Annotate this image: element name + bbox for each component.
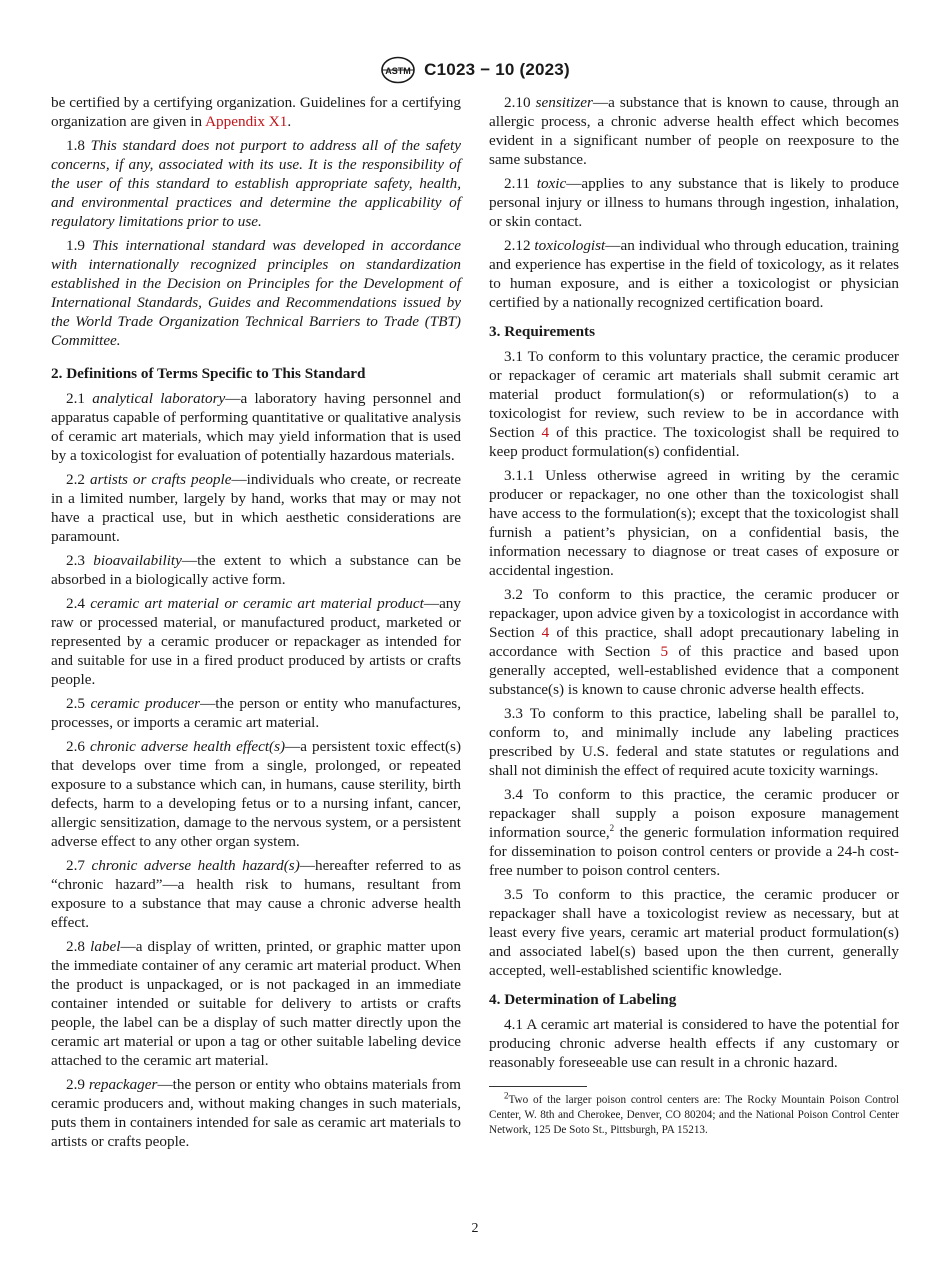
page-header bbox=[0, 56, 950, 84]
paragraph-3-2: 3.2 To conform to this practice, the ceramic producer or repackager, upon advice given by a toxicologist in accordance with Section 4 of this practice, shall adopt precautionary labeling in accordance with Section 5 of this practice and based upon generally accepted, well-established evidence that a component substance(s) is known to cause chronic adverse health effects. bbox=[489, 586, 899, 698]
definition-2-10: 2.10 sensitizer—a substance that is known to cause, through an allergic process, a chronic adverse health effect which becomes evident in a significant number of people on reexposure to the same substance. bbox=[489, 94, 900, 168]
right-column bbox=[489, 93, 899, 1138]
astm-logo-icon bbox=[380, 56, 416, 84]
definition-2-11: 2.11 toxic—applies to any substance that is likely to produce personal injury or illness to humans through ingestion, inhalation, or skin contact. bbox=[489, 175, 900, 230]
section-5-link[interactable]: 5 bbox=[660, 643, 669, 660]
paragraph-3-1: 3.1 To conform to this voluntary practice, the ceramic producer or repackager of ceramic art materials shall submit ceramic art material product formulation(s) or reformulation(s) to a toxicologist for review, such review to be in accordance with Section 4 of this practice. The toxicologist shall be required to keep product formulation(s) confidential. bbox=[489, 348, 899, 460]
footnote-2: $^2$Two of the larger poison control centers are: The Rocky Mountain Poison Control Center, W. 8th and Cherokee, Denver, CO 80204; and the National Poison Control Center Network, 125 De Soto St., Pittsburgh, PA 15213. bbox=[489, 1090, 899, 1136]
paragraph-3-5: 3.5 To conform to this practice, the ceramic producer or repackager shall have a toxicologist review as necessary, but at least every five years, ceramic art material product formulation(s) and associated label(s) based upon the then current, generally accepted, well-established scientific knowledge. bbox=[489, 886, 899, 979]
definition-2-4: 2.4 ceramic art material or ceramic art material product—any raw or processed material, or manufactured product, marketed or represented by a ceramic producer or repackager as intended for and suitable for use in a fired product produced by artists or crafts people. bbox=[51, 595, 461, 688]
definition-2-1: 2.1 analytical laboratory—a laboratory having personnel and apparatus capable of performing quantitative or qualitative analysis of ceramic art materials, which may yield information that is used by a toxicologist for evaluation of potentially hazardous materials. bbox=[51, 390, 461, 464]
definition-2-2: 2.2 artists or crafts people—individuals who create, or recreate in a limited number, largely by hand, works that may or may not have a practical use, but in which aesthetic considerations are paramount. bbox=[51, 471, 461, 545]
appendix-x1-link[interactable]: Appendix X1 bbox=[205, 113, 288, 130]
definition-2-5: 2.5 ceramic producer—the person or entity who manufactures, processes, or imports a ceramic art material. bbox=[51, 695, 462, 731]
definition-2-7: 2.7 chronic adverse health hazard(s)—hereafter referred to as “chronic hazard”—a health risk to humans, resultant from exposure to a substance that may cause a chronic adverse health effect. bbox=[51, 857, 462, 931]
definition-2-12: 2.12 toxicologist—an individual who through education, training and experience has expertise in the field of toxicology, as it relates to human exposure, and is either a toxicologist or physician certified by a nationally recognized certification board. bbox=[489, 237, 899, 311]
definition-2-8: 2.8 label—a display of written, printed, or graphic matter upon the immediate container of any ceramic art material product. When the product is unpackaged, or is not packaged in an immediate container intended or suitable for delivery to artists or crafts people, the label can be a display of such matter directly upon the ceramic art material or upon a tag or other suitable labeling device attached to the ceramic art material. bbox=[51, 938, 461, 1069]
definition-2-9: 2.9 repackager—the person or entity who obtains materials from ceramic producers and, without making changes in such materials, puts them in containers intended for sale as ceramic art materials to artists or crafts people. bbox=[51, 1076, 461, 1150]
definition-2-6: 2.6 chronic adverse health effect(s)—a persistent toxic effect(s) that develops over time from a single, prolonged, or repeated exposure to a substance which can, in humans, cause sterility, birth defects, harm to a developing fetus or to a nursing infant, cancer, allergic sensitization, damage to the nervous system, or a persistent adverse effect to any other organ system. bbox=[51, 738, 462, 850]
section-4-link[interactable]: 4 bbox=[541, 424, 550, 441]
paragraph-1-9: 1.9 This international standard was developed in accordance with internationally recognized principles on standardization established in the Decision on Principles for the Development of International Standards, Guides and Recommendations issued by the World Trade Organization Technical Barriers to Trade (TBT) Committee. bbox=[51, 237, 462, 349]
left-column bbox=[51, 93, 461, 1156]
section-3-heading: 3. Requirements bbox=[489, 323, 596, 340]
paragraph-1-7-continued: be certified by a certifying organization. Guidelines for a certifying organization are given in Appendix X1. bbox=[51, 94, 461, 130]
section-2-heading: 2. Definitions of Terms Specific to This Standard bbox=[51, 365, 366, 382]
document-id: C1023 − 10 (2023) bbox=[424, 60, 570, 79]
paragraph-3-3: 3.3 To conform to this practice, labeling shall be parallel to, conform to, and minimally include any labeling practices prescribed by U.S. federal and state statutes or regulations and shall not diminish the effect of required acute toxicity warnings. bbox=[489, 705, 899, 779]
page-number: 2 bbox=[471, 1221, 479, 1236]
paragraph-3-4: 3.4 To conform to this practice, the ceramic producer or repackager shall supply a poison exposure management information source,$^2$ the generic formulation information required for dissemination to poison control centers or provide a 24-h cost-free number to poison control centers. bbox=[489, 786, 899, 879]
paragraph-4-1: 4.1 A ceramic art material is considered to have the potential for producing chronic adverse health effects if any customary or reasonably foreseeable use can result in a chronic hazard. bbox=[489, 1016, 899, 1071]
section-4-link[interactable]: 4 bbox=[541, 624, 550, 641]
definition-2-3: 2.3 bioavailability—the extent to which a substance can be absorbed in a biologically active form. bbox=[51, 552, 461, 588]
paragraph-1-8: 1.8 This standard does not purport to address all of the safety concerns, if any, associated with its use. It is the responsibility of the user of this standard to establish appropriate safety, health, and environmental practices and determine the applicability of regulatory limitations prior to use. bbox=[51, 137, 462, 230]
paragraph-3-1-1: 3.1.1 Unless otherwise agreed in writing by the ceramic producer or repackager, no one other than the toxicologist shall have access to the formulation(s); except that the toxicologist shall furnish a patient’s physician, on a confidential basis, the information necessary to diagnose or treat cases of exposure or accidental ingestion. bbox=[489, 467, 899, 579]
section-4-heading: 4. Determination of Labeling bbox=[489, 991, 677, 1008]
footnote-divider bbox=[489, 1086, 587, 1087]
footnote-ref: 2 bbox=[609, 822, 615, 833]
logo-text: ASTM bbox=[385, 66, 411, 76]
